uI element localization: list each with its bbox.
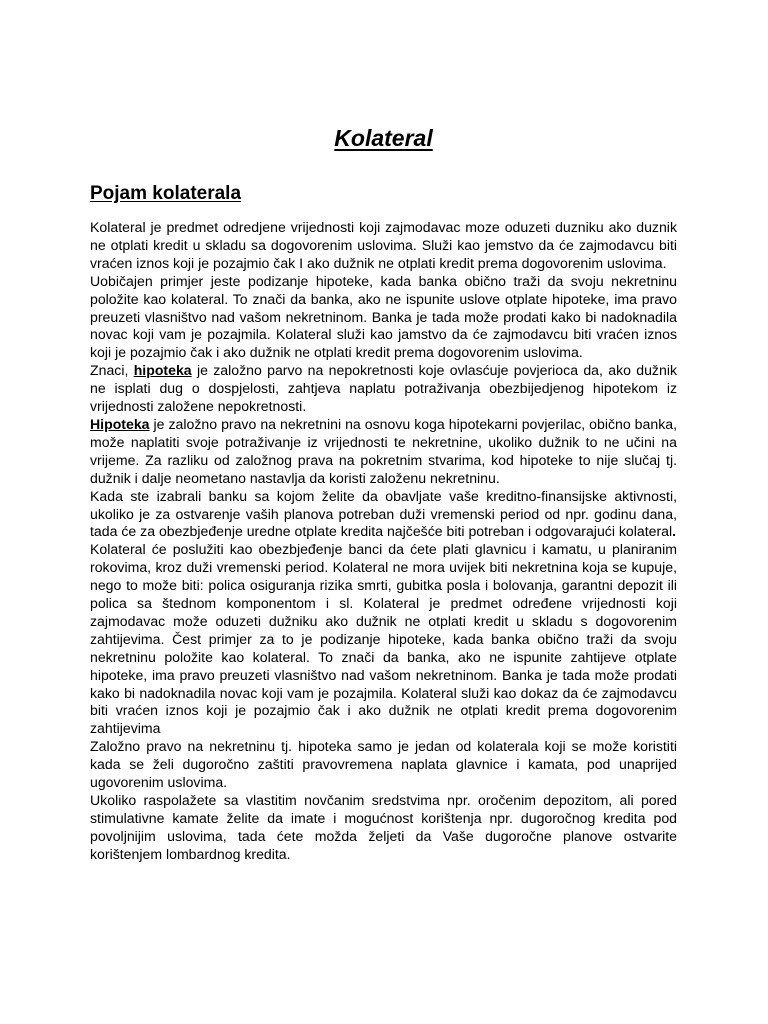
term-hipoteka: hipoteka (133, 362, 192, 379)
paragraph-3-prefix: Znaci, (90, 362, 134, 379)
paragraph-5 (90, 488, 677, 542)
paragraph-3 (90, 362, 677, 416)
paragraph-7: Založno pravo na nekretninu tj. hipoteka samo je jedan od kolaterala koji se može koristiti kada se želi dugoročno zaštiti pravovremena naplata glavnice i kamata, pod unaprijed ugovorenim uslovima. (90, 738, 677, 791)
paragraph-4-rest: je založno pravo na nekretnini na osnovu koga hipotekarni povjerilac, obično banka, može naplatiti svoje potraživanje iz vrijednosti te nekretnine, ukoliko dužnik to ne učini na vrijeme. Za razliku od založnog prava na pokretnim stvarima, kod hipoteke to nije slučaj tj. dužnik i dalje neometano nastavlja da koristi založenu nekretninu. (90, 415, 677, 486)
paragraph-4 (90, 416, 677, 488)
paragraph-3-rest: je založno parvo na nepokretnosti koje ovlasćuje povjerioca da, ako dužnik ne isplati dug o dospjelosti, zahtjeva naplatu potraživanja obezbijedjenog hipotekom iz vrijednosti založene nepokretnosti. (90, 362, 677, 415)
term-hipoteka-capitalized: Hipoteka (90, 415, 150, 432)
paragraph-5-text: Kada ste izabrali banku sa kojom želite da obavljate vaše kreditno-finansijske aktivnosti, ukoliko je za ostvarenje vaših planova potreban duži vremenski period od npr. godinu dana, tada će za obezbjeđenje uredne otplate kredita najčešće biti potreban i odgovarajući kolateral (90, 487, 677, 540)
paragraph-8: Ukoliko raspolažete sa vlastitim novčanim sredstvima npr. oročenim depozitom, ali pored stimulativne kamate želite da imate i mogućnost korištenja npr. dugoročnog kredita pod povoljnijim uslovima, tada ćete možda željeti da Vaše dugoročne planove ostvarite korištenjem lombardnog kredita. (90, 792, 677, 862)
document-title: Kolateral (334, 125, 433, 151)
section-heading: Pojam kolaterala (90, 183, 242, 204)
paragraph-1: Kolateral je predmet odredjene vrijednosti koji zajmodavac moze oduzeti duzniku ako duznik ne otplati kredit u skladu sa dogovorenim uslovima. Služi kao jemstvo da će zajmodavcu biti vraćen iznos koji je pozajmio čak I ako dužnik ne otplati kredit prema dogovorenim uslovima. (90, 219, 677, 271)
document-body (90, 219, 677, 864)
paragraph-5-end: . (672, 523, 677, 540)
paragraph-6: Kolateral će poslužiti kao obezbjeđenje banci da ćete plati glavnicu i kamatu, u planiranim rokovima, kroz duži vremenski period. Kolateral ne mora uvijek biti nekretnina koja se kupuje, nego to može biti: polica osiguranja rizika smrti, gubitka posla i bolovanja, garantni depozit ili polica sa štednom komponentom i sl. Kolateral je predmet određene vrijednosti koji zajmodavac može oduzeti dužniku ako dužnik ne otplati kredit u skladu s dogovorenim zahtijevima. Čest primjer za to je podizanje hipoteke, kada banka obično traži da svoju nekretninu položite kao kolateral. To znači da banka, ako ne ispunite zahtijeve otplate hipoteke, ima pravo preuzeti vlasništvo nad vašom nekretninom. Banka je tada može prodati kako bi nadoknadila novac koji vam je pozajmila. Kolateral služi kao dokaz da će zajmodavcu biti vraćen iznos koji je pozajmio čak i ako dužnik ne otplati kredit prema dogovorenim zahtijevima (90, 541, 677, 737)
paragraph-2: Uobičajen primjer jeste podizanje hipoteke, kada banka obično traži da svoju nekretninu položite kao kolateral. To znači da banka, ako ne ispunite uslove otplate hipoteke, ima pravo preuzeti vlasništvo nad vašom nekretninom. Banka je tada može prodati kako bi nadoknadila novac koji vam je pozajmila. Kolateral služi kao jamstvo da će zajmodavcu biti vraćen iznos koji je pozajmio čak i ako dužnik ne otplati kredit prema dogovorenim uslovima. (90, 272, 677, 361)
